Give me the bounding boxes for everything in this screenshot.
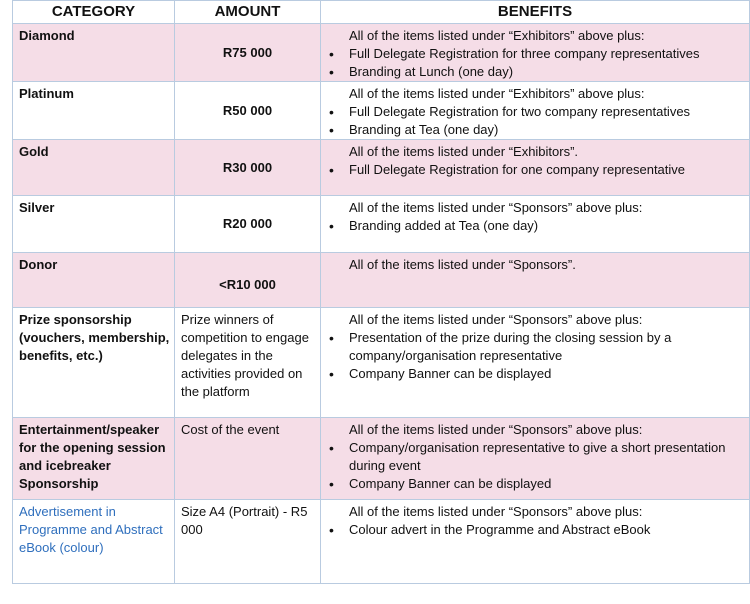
benefit-item: • Branding at Tea (one day) [321, 121, 749, 139]
category-cell: Donor [13, 253, 175, 308]
category-cell: Entertainment/speaker for the opening session and icebreaker Sponsorship [13, 418, 175, 500]
benefit-item: • Full Delegate Registration for three company representatives [321, 45, 749, 63]
benefit-intro: All of the items listed under “Sponsors”. [349, 257, 576, 272]
benefit-list [321, 45, 749, 81]
table-row [13, 24, 750, 82]
table-row [13, 140, 750, 196]
benefit-intro: All of the items listed under “Sponsors” above plus: [349, 200, 643, 215]
benefit-list [321, 217, 749, 235]
amount-header: AMOUNT [175, 1, 321, 24]
benefit-item: • Full Delegate Registration for one company representative [321, 161, 749, 179]
table-row [13, 500, 750, 584]
amount-cell: R50 000 [175, 82, 321, 140]
benefit-intro: All of the items listed under “Sponsors” above plus: [349, 312, 643, 327]
benefit-intro: All of the items listed under “Exhibitors” above plus: [349, 86, 645, 101]
benefits-cell [321, 418, 750, 500]
benefit-item: • Company/organisation representative to give a short presentation during event [321, 439, 749, 475]
amount-cell: Cost of the event [175, 418, 321, 500]
benefits-cell [321, 24, 750, 82]
benefit-item: • Company Banner can be displayed [321, 365, 749, 383]
benefit-intro: All of the items listed under “Sponsors” above plus: [349, 422, 643, 437]
sponsorship-table [12, 0, 750, 584]
category-cell: Advertisement in Programme and Abstract eBook (colour) [13, 500, 175, 584]
benefits-cell [321, 253, 750, 308]
category-cell: Diamond [13, 24, 175, 82]
benefits-cell [321, 140, 750, 196]
table-row [13, 253, 750, 308]
table-row [13, 82, 750, 140]
benefit-item: • Colour advert in the Programme and Abstract eBook [321, 521, 749, 539]
category-cell: Silver [13, 196, 175, 253]
table-row [13, 196, 750, 253]
category-cell: Prize sponsorship (vouchers, membership, benefits, etc.) [13, 308, 175, 418]
benefit-intro: All of the items listed under “Exhibitors” above plus: [349, 28, 645, 43]
benefit-intro: All of the items listed under “Exhibitors”. [349, 144, 579, 159]
benefit-list [321, 439, 749, 493]
header-row [13, 1, 750, 24]
benefits-cell [321, 308, 750, 418]
benefit-list [321, 329, 749, 383]
amount-cell: R75 000 [175, 24, 321, 82]
amount-cell: Prize winners of competition to engage delegates in the activities provided on the platform [175, 308, 321, 418]
amount-cell: <R10 000 [175, 253, 321, 308]
benefit-intro: All of the items listed under “Sponsors” above plus: [349, 504, 643, 519]
amount-cell: R20 000 [175, 196, 321, 253]
benefit-item: • Branding added at Tea (one day) [321, 217, 749, 235]
benefits-cell [321, 196, 750, 253]
table-row [13, 308, 750, 418]
benefit-item: • Full Delegate Registration for two company representatives [321, 103, 749, 121]
table-row [13, 418, 750, 500]
category-header: CATEGORY [13, 1, 175, 24]
benefit-item: • Company Banner can be displayed [321, 475, 749, 493]
amount-cell: Size A4 (Portrait) - R5 000 [175, 500, 321, 584]
benefit-item: • Presentation of the prize during the closing session by a company/organisation representative [321, 329, 749, 365]
category-cell: Gold [13, 140, 175, 196]
category-cell: Platinum [13, 82, 175, 140]
benefits-cell [321, 500, 750, 584]
benefit-list [321, 161, 749, 179]
benefit-item: • Branding at Lunch (one day) [321, 63, 749, 81]
benefit-list [321, 103, 749, 139]
benefit-list [321, 521, 749, 539]
benefits-cell [321, 82, 750, 140]
benefits-header: BENEFITS [321, 1, 750, 24]
amount-cell: R30 000 [175, 140, 321, 196]
